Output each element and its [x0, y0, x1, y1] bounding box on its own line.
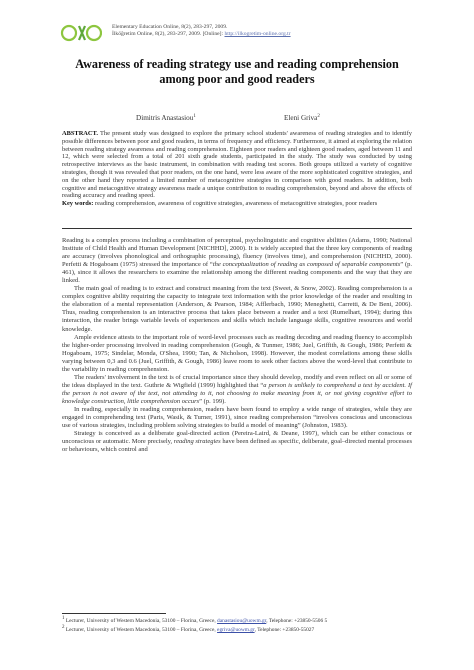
body-paragraph-6	[62, 430, 412, 454]
footnote-2-mark: 2	[62, 625, 65, 630]
journal-header	[60, 22, 420, 48]
footnotes	[62, 617, 412, 635]
body-paragraph-1	[62, 237, 412, 285]
footnote-divider	[62, 613, 166, 614]
author-2	[284, 114, 320, 122]
body-paragraph-4	[62, 374, 412, 406]
body-paragraph-2: The main goal of reading is to extract and construct meaning from the text (Sweet, & Snow, 2002). Reading comprehension is a complex cognitive ability requiring the capacity to integrate text information with the prior knowledge of the reader and resulting in the elaboration of a mental representation (Anderson, & Pearson, 1984; Afflerbach, 1990; Meneghetti, Carretti, & De Beni, 2006). Thus, reading comprehension is an interactive process that takes place between a reader and a text (Rumelhart, 1994); during this interaction, the reader brings variable levels of experiences and skills which include language skills, cognitive resources and world knowledge.	[62, 285, 412, 333]
body-paragraph-4-text: The readers' involvement in the text is of crucial importance since they should develop, modify and even reflect on all or some of the ideas displayed in the text. Guthrie & Wigfield (1999) highlighted that “	[62, 373, 412, 389]
footnote-2	[62, 626, 412, 635]
abstract-text: The present study was designed to explore the primary school students' awareness of reading strategies and to identify possible differences between poor and good readers, in terms of frequency and efficiency. Furthermore, it aimed at exploring the relation between reading strategy awareness and reading comprehension. Eighteen poor readers and eighteen good readers, aged between 11 and 12, which were selected from a total of 201 sixth grade students, participated in the study. The study was conducted by using retrospective interviews as the basic instrument, in combination with reading test scores. Both groups utilized a variety of cognitive strategies, though it was revealed that poor readers, on the one hand, were less aware of the more sophisticated cognitive strategies, and on the other hand they reported a limited number of metacognitive strategies in comparison with good readers. In addition, both cognitive and metacognitive strategy awareness made a unique contribution to reading comprehension, beyond and above the effects of reading accuracy and reading speed.	[62, 130, 412, 200]
keywords	[62, 200, 412, 208]
paper-title: Awareness of reading strategy use and reading comprehension among poor and good readers	[75, 57, 399, 86]
journal-line-1: Elementary Education Online, 8(2), 283-297, 2009.	[112, 24, 228, 30]
footnote-2-email-link[interactable]: egriva@uowm.gr	[217, 627, 255, 633]
footnote-2-text: Lecturer, University of Western Macedonia, 53100 – Florina, Greece,	[64, 627, 218, 633]
body-paragraph-3: Ample evidence attests to the important role of word-level processes such as reading decoding and reading fluency to accomplish the higher-order processing involved in reading comprehension (Gough, & Tunmer, 1986; Juel, Griffith, & Gough, 1986; Perfetti & Hogaboam, 1975; Sindelar, Monda, O'Shea, 1990; Tan, & Nicholson, 1998). However, the modest correlations among these skills varying between 0,3 and 0.6 (Juel, Griffith, & Gough, 1986) leave room to seek other factors above the word-level that contribute to the variability in reading comprehension.	[62, 333, 412, 373]
footnote-1-mark: 1	[62, 616, 65, 621]
keywords-label: Key words:	[62, 200, 94, 208]
body-paragraph-1-quote: the conceptualization of reading as composed of separable components	[212, 261, 401, 269]
journal-line-2	[112, 31, 291, 38]
body-paragraph-6-term: reading strategies	[173, 438, 221, 446]
journal-logo-icon	[60, 22, 102, 44]
body-paragraph-1-text: Reading is a complex process including a combination of perceptual, psycholinguistic and cognitive abilities (Adams, 1990; National Institute of Child Health and Human Development [NICHHD], 2000). It is widely accepted that the three key components of reading are accuracy (involves phonological and orthographic processing), fluency (involves time), and comprehension (NICHHD, 2000). Perfetti & Hogaboam (1975) stressed the importance of “	[62, 237, 412, 269]
body-paragraph-6-text: Strategy is conceived as a deliberate goal-directed action (Pereira-Laird, & Deane, 1997), which can be either conscious or unconscious or automatic. More precisely,	[62, 430, 412, 446]
abstract-label: ABSTRACT.	[62, 130, 98, 137]
body-paragraph-1-text-end: ” (p. 461), since it allows the researchers to examine the relationship among the different reading components and the way that they are linked.	[62, 261, 412, 285]
author-1-name: Dimitris Anastasiou	[136, 114, 194, 122]
abstract	[62, 130, 412, 208]
author-2-footnote-mark: 2	[317, 114, 320, 119]
body-paragraph-4-quote: a person is unlikely to comprehend a text by accident. If the person is not aware of the text, not attending to it, not choosing to make meaning from it, or not giving cognitive effort to knowledge construction, little comprehension occurs	[62, 381, 412, 405]
abstract-paragraph	[62, 130, 412, 200]
journal-line-2-prefix: İlköğretim Online, 8(2), 283-297, 2009. [Online]:	[112, 31, 225, 37]
footnote-1	[62, 617, 412, 626]
abstract-divider	[62, 228, 412, 229]
keywords-text: reading comprehension, awareness of cognitive strategies, awareness of metacognitive strategies, poor readers	[95, 200, 378, 208]
body-paragraph-6-text-end: have been defined as specific, deliberate, goal–directed mental processes or behaviours, which control and	[62, 438, 412, 454]
body-paragraph-4-text-end: ” (p. 199).	[199, 397, 226, 405]
footnote-1-email-link[interactable]: danastasiou@uowm.gr	[217, 618, 267, 624]
journal-info	[112, 24, 291, 38]
body-text	[62, 237, 412, 454]
author-1-footnote-mark: 1	[193, 114, 196, 119]
footnote-2-phone: , Telephone: +23850-55027	[254, 627, 315, 633]
footnote-1-text: Lecturer, University of Western Macedonia, 53100 – Florina, Greece,	[64, 618, 218, 624]
journal-url-link[interactable]: http://ilkogretim-online.org.tr	[224, 31, 291, 37]
author-2-name: Eleni Griva	[284, 114, 318, 122]
author-1	[136, 114, 196, 122]
footnote-1-phone: , Telephone: +23850-5506 5	[266, 618, 328, 624]
body-paragraph-5: In reading, especially in reading comprehension, readers have been found to employ a wide range of strategies, while they are engaged in comprehending text (Paris, Wasik, & Turner, 1991), since reading comprehension “involves conscious and unconscious use of various strategies, including problem solving strategies to build a model of meaning” (Johnston, 1983).	[62, 405, 412, 430]
